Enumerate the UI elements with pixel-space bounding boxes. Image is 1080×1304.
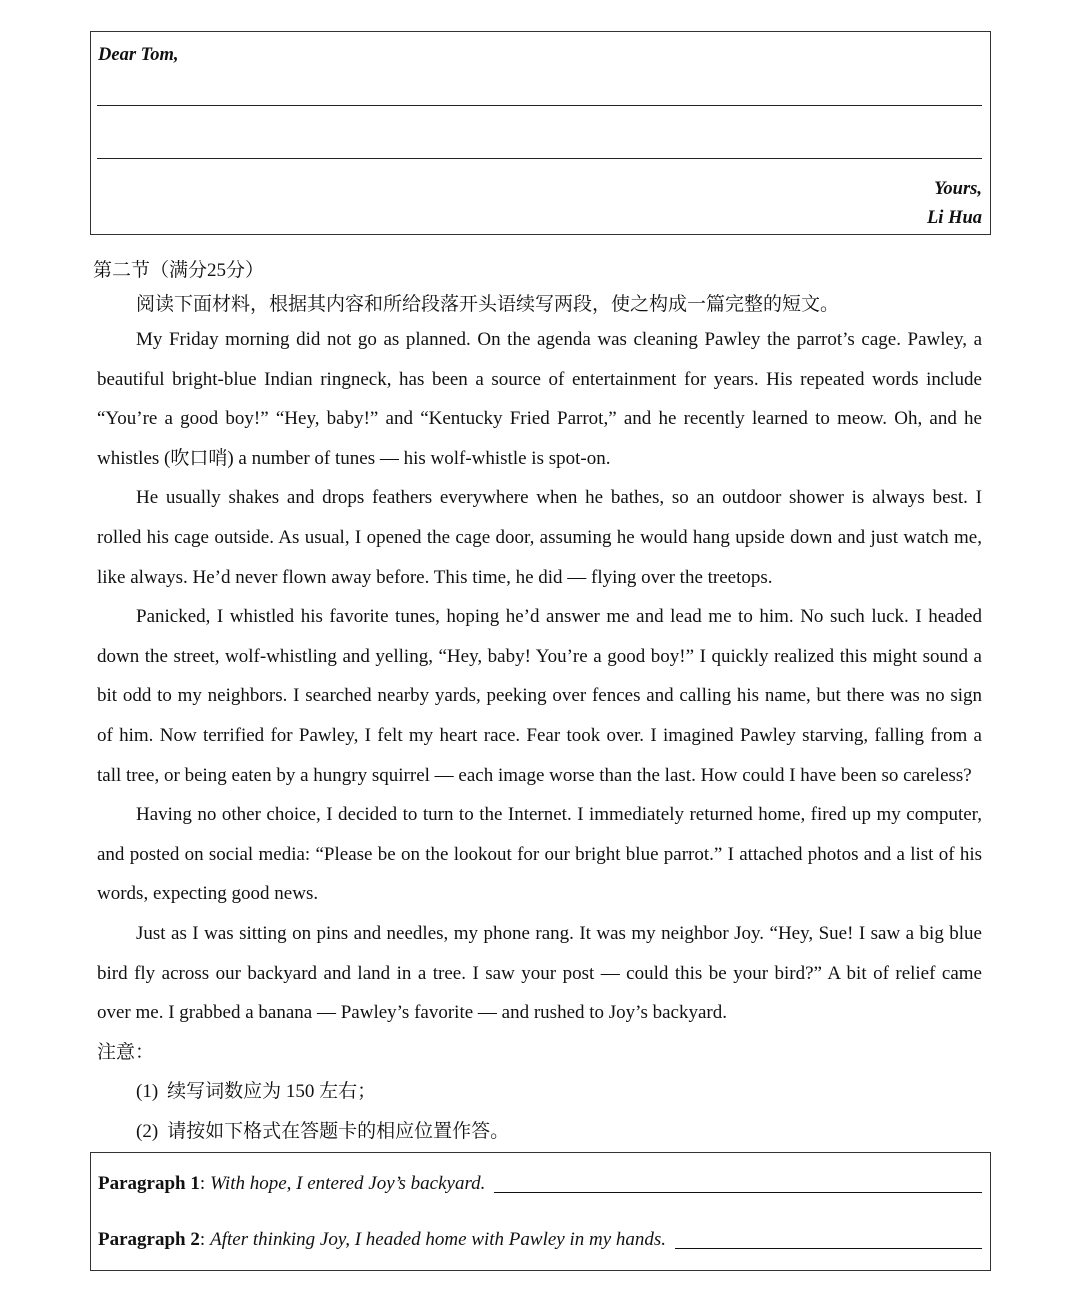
- letter-writing-line: [97, 105, 982, 106]
- letter-template-box: [90, 31, 991, 235]
- passage-line: rolled his cage outside. As usual, I opened the cage door, assuming he would hang upside down and just watch me,: [97, 526, 982, 548]
- note-item-2: [97, 1112, 982, 1152]
- passage-line: like always. He’d never flown away before. This time, he did — flying over the treetops.: [97, 566, 773, 588]
- passage-line: over me. I grabbed a banana — Pawley’s favorite — and rushed to Joy’s backyard.: [97, 1002, 727, 1024]
- passage-line: “You’re a good boy!” “Hey, baby!” and “Kentucky Fried Parrot,” and he recently learned to meow. Oh, and he: [97, 408, 982, 430]
- passage-paragraph-4: [97, 795, 982, 914]
- paragraph-label: Paragraph 1: [98, 1173, 200, 1194]
- paragraph-separator: :: [199, 1173, 206, 1194]
- passage-line: and posted on social media: “Please be on the lookout for our bright blue parrot.” I attached photos and a list of his: [97, 843, 982, 865]
- passage-line: Just as I was sitting on pins and needles, my phone rang. It was my neighbor Joy. “Hey, Sue! I saw a big blue: [136, 922, 982, 944]
- passage-line: Panicked, I whistled his favorite tunes, hoping he’d answer me and lead me to him. No such luck. I headed: [136, 606, 982, 628]
- paragraph-label: Paragraph 2: [98, 1229, 200, 1250]
- note-text: 续写词数应为 150 左右；: [167, 1081, 377, 1103]
- paragraph-opening-sentence: After thinking Joy, I headed home with Pawley in my hands.: [210, 1229, 667, 1250]
- passage-line: He usually shakes and drops feathers everywhere when he bathes, so an outdoor shower is always best. I: [136, 487, 982, 509]
- passage-line: beautiful bright-blue Indian ringneck, has been a source of entertainment for years. His repeated words include: [97, 368, 982, 390]
- answer-blank-line: [494, 1192, 982, 1193]
- passage-paragraph-2: [97, 478, 982, 597]
- passage-paragraph-3: [97, 597, 982, 795]
- passage-paragraph-5: [97, 914, 982, 1033]
- passage-line: words, expecting good news.: [97, 883, 319, 905]
- passage-line: whistles (吹口哨) a number of tunes — his wolf-whistle is spot-on.: [97, 447, 611, 469]
- passage-line: bit odd to my neighbors. I searched nearby yards, peeking over fences and calling his name, but there was no sign: [97, 685, 982, 707]
- note-text: 请按如下格式在答题卡的相应位置作答。: [167, 1120, 510, 1142]
- letter-writing-line: [97, 158, 982, 159]
- answer-blank-line: [675, 1248, 982, 1249]
- paragraph-opening-sentence: With hope, I entered Joy’s backyard.: [210, 1173, 486, 1194]
- passage: [97, 320, 982, 1151]
- answer-format-box: [90, 1152, 991, 1271]
- letter-signature: Li Hua: [927, 208, 982, 228]
- passage-line: of him. Now terrified for Pawley, I felt my heart race. Fear took over. I imagined Pawley starving, falling from a: [97, 724, 982, 746]
- notes-label: 注意：: [97, 1041, 155, 1063]
- paragraph-separator: :: [199, 1229, 206, 1250]
- section-instruction: 阅读下面材料，根据其内容和所给段落开头语续写两段，使之构成一篇完整的短文。: [136, 294, 840, 315]
- note-item-1: [97, 1072, 982, 1112]
- passage-line: down the street, wolf-whistling and yelling, “Hey, baby! You’re a good boy!” I quickly realized this might sound a: [97, 645, 982, 667]
- paragraph-prompt: [98, 1169, 485, 1199]
- passage-line: tall tree, or being eaten by a hungry squirrel — each image worse than the last. How could I have been so careless?: [97, 764, 972, 786]
- letter-closing: Yours,: [934, 179, 982, 199]
- paragraph-prompt: [98, 1225, 666, 1255]
- answer-format-row-1: [98, 1169, 982, 1199]
- letter-salutation: Dear Tom,: [98, 45, 179, 65]
- passage-line: Having no other choice, I decided to turn to the Internet. I immediately returned home, fired up my computer,: [136, 804, 982, 826]
- passage-line: bird fly across our backyard and land in a tree. I saw your post — could this be your bird?” A bit of relief came: [97, 962, 982, 984]
- passage-paragraph-1: [97, 320, 982, 478]
- passage-line: My Friday morning did not go as planned. On the agenda was cleaning Pawley the parrot’s cage. Pawley, a: [136, 329, 982, 350]
- note-number: (2): [136, 1120, 159, 1142]
- answer-format-row-2: [98, 1225, 982, 1255]
- section-title: 第二节（满分25分）: [93, 260, 265, 281]
- note-number: (1): [136, 1081, 159, 1103]
